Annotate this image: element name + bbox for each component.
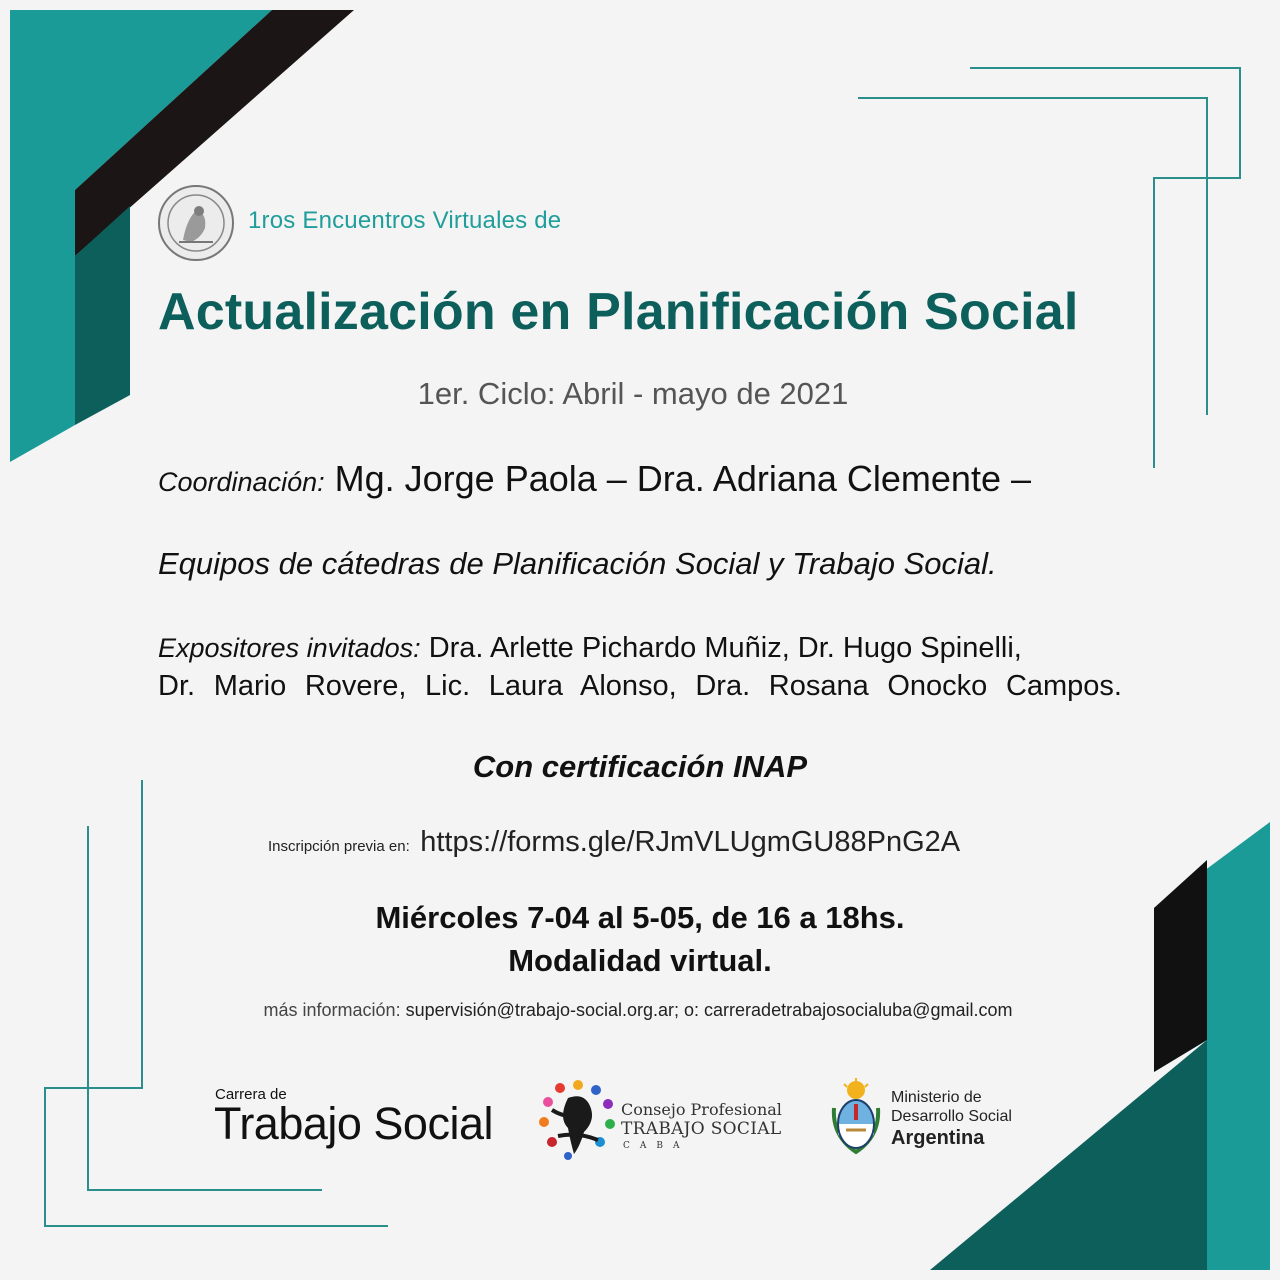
teams-line: Equipos de cátedras de Planificación Social y Trabajo Social.: [158, 546, 997, 581]
consejo-line-2: TRABAJO SOCIAL: [621, 1119, 782, 1139]
certification: Con certificación INAP: [472, 749, 808, 784]
carrera-logo-big: Trabajo Social: [214, 1098, 493, 1149]
university-seal-icon: [157, 184, 235, 262]
consejo-profesional-logo: [538, 1080, 790, 1162]
event-title: Actualización en Planificación Social: [158, 283, 1079, 341]
schedule-mode: Modalidad virtual.: [508, 943, 772, 978]
coordination-line: [158, 458, 1031, 500]
registration-label: Inscripción previa en:: [268, 838, 410, 855]
consejo-line-1: Consejo Profesional: [621, 1100, 782, 1119]
email-separator: o:: [684, 1000, 700, 1020]
ministerio-logo-text: [891, 1088, 1012, 1150]
argentina-coat-of-arms-icon: [828, 1078, 884, 1158]
speakers-names-1: Dra. Arlette Pichardo Muñiz, Dr. Hugo Spinelli,: [428, 632, 1022, 664]
ministerio-line-2: Desarrollo Social: [891, 1108, 1012, 1125]
more-info-line: [0, 1000, 1276, 1021]
email-supervision[interactable]: supervisión@trabajo-social.org.ar;: [405, 1000, 679, 1020]
consejo-logo-text: [621, 1100, 782, 1151]
speakers-line-2: Dr. Mario Rovere, Lic. Laura Alonso, Dra. Rosana Onocko Campos.: [158, 670, 1122, 702]
people-map-logo-icon: [538, 1080, 618, 1162]
event-subtitle: 1ros Encuentros Virtuales de: [248, 207, 562, 234]
email-carrera[interactable]: carreradetrabajosocialuba@gmail.com: [704, 1000, 1013, 1020]
ministerio-logo: [828, 1078, 1028, 1158]
coordination-label: Coordinación:: [158, 467, 325, 497]
event-cycle: 1er. Ciclo: Abril - mayo de 2021: [417, 376, 849, 411]
registration-link[interactable]: https://forms.gle/RJmVLUgmGU88PnG2A: [420, 826, 961, 858]
schedule: [0, 896, 1280, 982]
speakers-line-1: [158, 632, 1022, 665]
speakers-label: Expositores invitados:: [158, 633, 421, 663]
schedule-dates: Miércoles 7-04 al 5-05, de 16 a 18hs.: [375, 900, 905, 935]
ministerio-line-1: Ministerio de: [891, 1089, 982, 1106]
carrera-logo-small: Carrera de: [215, 1086, 287, 1103]
carrera-trabajo-social-logo: [214, 1086, 493, 1149]
registration-line: [268, 826, 960, 859]
coordination-names: Mg. Jorge Paola – Dra. Adriana Clemente –: [334, 458, 1031, 499]
consejo-line-3: CABA: [623, 1141, 690, 1151]
ministerio-line-3: Argentina: [891, 1127, 985, 1149]
more-info-label: más información:: [263, 1000, 401, 1020]
